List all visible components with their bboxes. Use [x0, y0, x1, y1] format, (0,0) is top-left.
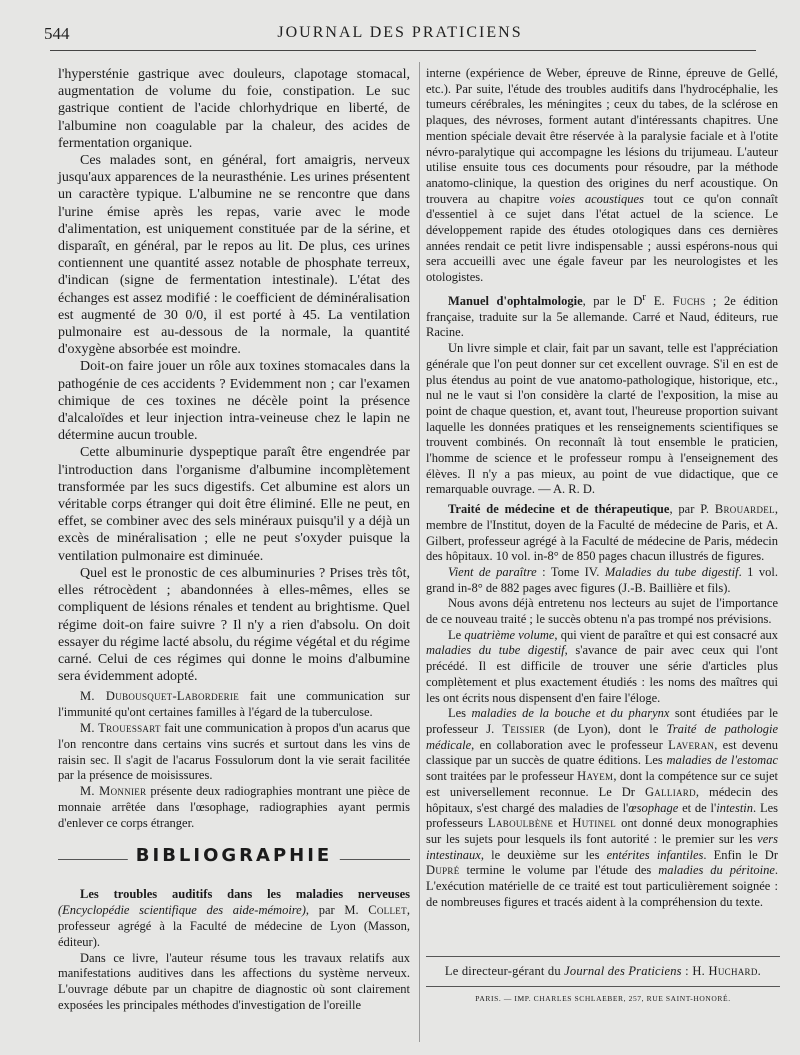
paragraph: l'hypersténie gastrique avec douleurs, clapotage stomacal, augmentation de volume du foie, constipation. Le suc gastrique contient de l'acide chlorhydrique en liberté, de l'albumine non coagulable par la chaleur, des acides de fermentation organique. [58, 67, 410, 151]
review-text: , qui vient de paraître et qui est consacré aux [554, 627, 779, 642]
review-paragraph [426, 628, 778, 707]
review-emphasis: maladies du tube digestif [426, 643, 565, 658]
review-text: , par M. [305, 903, 369, 918]
person-name: Hayem [577, 769, 614, 784]
review-emphasis: intestin [716, 800, 754, 815]
review-text: , dont la compétence sur ce sujet est universellement reconnue. Le Dr [426, 769, 778, 799]
review-text: , membre de l'Institut, doyen de la Faculté de médecine de Paris, et A. Gilbert, professeur agrégé à la Faculté de médecine de Paris, médecin des hôpitaux. 10 vol. in-8° de 850 pages chacun illustrés de figures. [426, 502, 778, 564]
page-header [44, 22, 756, 48]
review-paragraph [426, 565, 778, 596]
director-name: : H. Huchard. [681, 964, 762, 978]
review-emphasis: Vient de paraître [448, 564, 537, 579]
paragraph: Quel est le pronostic de ces albuminuries ? Prises très tôt, elles rétrocèdent ; abandonnées à elles-mêmes, elles se compliquent de lésions rénales et tendent au brightisme. Quel régime doit-on faire suivre ? Il n'y a rien d'absolu. On doit essayer du régime lacté absolu, du régime végétal et du régime carné. Celui de ces régimes qui donne le moins d'albumine sera évidemment adopté. [58, 565, 410, 685]
review-emphasis: maladies de l'estomac [666, 753, 778, 768]
book-title: Manuel d'ophtalmologie [448, 294, 583, 308]
review-text: sont traitées par le professeur [426, 769, 578, 784]
review-emphasis: vers intestinaux [426, 831, 778, 862]
speaker-name: M. Trouessart [80, 720, 161, 735]
book-title: Traité de médecine et de thérapeutique [448, 502, 670, 517]
person-name: Galliard [644, 784, 696, 799]
section-heading [58, 845, 410, 875]
footer-rule [426, 986, 780, 987]
footer-rule [426, 956, 780, 957]
column-divider [419, 62, 420, 1042]
review-text: (de Lyon), dont le [545, 721, 667, 736]
review-text: ; 2e édition française, traduite sur la 5e allemande. Carré et Naud, éditeurs, rue Racine. [426, 294, 779, 340]
review-text: , en collaboration avec le professeur [471, 737, 669, 752]
review-text: . 1 vol. grand in-8° de 882 pages avec figures (J.-B. Baillière et fils). [426, 564, 778, 595]
review-text: interne (expérience de Weber, épreuve de Rinne, épreuve de Gellé, etc.). Par suite, l'étude des troubles auditifs dans l'hydrocéphalie, les tumeurs cérébrales, les méningites ; ceux du tabes, de la sclérose en plaques, des névroses, forment autant d'intéressants chapitres. Une mention spéciale devait être réservée à la paralysie faciale et à l'otite névro-paralytique qui accompagne les lésions du trijumeau. L'auteur utilise ensuite tous ces documents pour résoudre, par la méthode anatomo-clinique, la question des origines du nerf acoustique. On trouvera au chapitre [426, 66, 778, 206]
book-author: E. Fuchs [645, 294, 706, 308]
person-name: Laveran [668, 737, 715, 752]
review-text: , le deuxième sur les [480, 847, 607, 862]
review-paragraph [426, 66, 778, 286]
review-text: ont donné deux monographies sur les sujets pour lesquels ils font autorité : le premier sur les [426, 816, 778, 846]
book-author: Collet [368, 903, 407, 918]
page-number: 544 [44, 24, 70, 43]
book-author: Brouardel [714, 502, 775, 517]
communication-paragraph [58, 721, 410, 784]
review-entry [58, 887, 410, 950]
review-paragraph [426, 706, 778, 910]
director-text: Le directeur-gérant du [444, 964, 565, 978]
review-emphasis: œsophage [628, 800, 679, 815]
review-text: , médecin des hôpitaux, s'est chargé des maladies de l' [426, 784, 778, 815]
director-line [426, 964, 780, 979]
printer-line: PARIS. — IMP. CHARLES SCHLAEBER, 257, RUE SAINT-HONORÉ. [475, 994, 731, 1003]
review-emphasis: entérites infantiles [606, 847, 704, 862]
person-name: Dupré [426, 863, 460, 878]
book-title: Les troubles auditifs dans les maladies nerveuses [80, 887, 410, 902]
review-emphasis: voies acoustiques [549, 191, 644, 206]
right-column [426, 66, 778, 910]
header-rule [50, 50, 756, 51]
communication-paragraph [58, 784, 410, 831]
review-paragraph: Dans ce livre, l'auteur résume tous les travaux relatifs aux manifestations auditives dans les affections du système nerveux. L'ouvrage débute par un chapitre de diagnostic où sont clairement exposées les principales méthodes d'investigation de l'oreille [58, 950, 410, 1013]
journal-title: JOURNAL DES PRATICIENS [277, 24, 523, 41]
review-text: . L'exécution matérielle de ce traité est tout particulièrement soignée : de nombreuses figures et tracés aident à la compréhension du texte. [426, 863, 778, 909]
review-text: termine le volume par l'étude des [459, 863, 659, 878]
review-text: Le [448, 627, 465, 642]
paragraph: Ces malades sont, en général, fort amaigris, nerveux jusqu'aux apparences de la neurasthénie. Les urines présentent un caractère typique. L'albumine ne se rencontre que dans l'urine émise après les repas, varie avec le mode d'alimentation, est uniquement constituée par de la sérine, et disparaît, en général, par le repos au lit. De plus, ces urines contiennent une quantité assez notable de phosphate terreux, d'indican (signe de fermentation intestinale). L'état des échanges est assez modifié : le coefficient de déminéralisation est augmenté de 30 0/0, il est porté à 45. La ventilation pulmonaire est au-dessous de la normale, la quantité d'oxygène absorbée est moindre. [58, 153, 410, 358]
paragraph: Doit-on faire jouer un rôle aux toxines stomacales dans la pathogénie de ces accidents ? Evidemment non ; car l'examen chimique de ces toxines ne décèle point la présence d'alcaloïdes et leur injection intra-veineuse chez le lapin ne détermine aucun trouble. [58, 359, 410, 444]
review-text: : Tome IV. [536, 564, 605, 579]
review-text: , s'avance de pair avec ceux qui l'ont précédé. Il est difficile de trouver une série d'articles plus complètement et plus exactement étudiés : les noms des maîtres qui les ont écrits nous dispensent d'en faire l'éloge. [426, 643, 778, 705]
review-emphasis: maladies du péritoine [658, 863, 775, 878]
review-text: et de l' [678, 800, 717, 815]
review-entry [426, 290, 778, 341]
review-emphasis: maladies de la bouche et du pharynx [471, 706, 670, 721]
speaker-name: M. Monnier [80, 784, 147, 799]
section-title: BIBLIOGRAPHIE [128, 847, 340, 864]
left-column [58, 66, 410, 1014]
review-text: . Enfin le Dr [703, 847, 778, 862]
communication-text: présente deux radiographies montrant une pièce de monnaie arrêtée dans l'œsophage, radiographies ayant permis d'enlever ce corps étranger. [58, 784, 410, 830]
communication-text: fait une communication sur l'immunité qu'ont certaines familles à l'égard de la tuberculose. [58, 689, 410, 720]
person-name: Laboulbène [488, 816, 554, 831]
review-text: . Les professeurs [426, 800, 778, 831]
review-text: tout ce qu'on connaît d'essentiel à ce sujet dans l'état actuel de la science. Le développement rapide des études otologiques dans ces dernières années rendait ce petit livre indispensable ; aussi espérons-nous qui sera accueilli avec une égale faveur par les neurologistes et les otologistes. [426, 191, 778, 285]
review-text: sont étudiées par le professeur J. [426, 706, 778, 736]
review-text: , par le D [582, 294, 643, 308]
review-emphasis: quatrième volume [464, 627, 555, 642]
journal-name: Journal des Praticiens [564, 964, 682, 978]
review-emphasis: Maladies du tube digestif [604, 564, 739, 579]
review-entry [426, 502, 778, 565]
book-series: (Encyclopédie scientifique des aide-mémoire) [58, 903, 306, 918]
review-text: r [642, 291, 646, 303]
review-text: , professeur agrégé à la Faculté de médecine de Lyon (Masson, éditeur). [58, 903, 411, 949]
speaker-name: M. Dubousquet-Laborderie [80, 689, 240, 704]
review-paragraph: Nous avons déjà entretenu nos lecteurs au sujet de l'importance de ce nouveau traité ; le succès obtenu n'a pas trompé nos prévisions. [426, 596, 778, 627]
person-name: Teissier [502, 721, 546, 736]
paragraph: Cette albuminurie dyspeptique paraît être engendrée par l'introduction dans l'organisme d'albumine incomplètement transformée par les sucs digestifs. Cet albumine est alors un véritable corps étranger qui doit être éliminé. Elle ne peut, en effet, se combiner avec des sels minéraux puisqu'il y a déjà un excès de minéralisation ; elle ne peut s'oxyder puisque la ventilation pulmonaire est diminuée. [58, 445, 410, 564]
person-name: Hutinel [572, 816, 616, 831]
review-text: , est devenu classique par un succès de quatre éditions. Les [426, 737, 779, 768]
communication-paragraph [58, 689, 410, 721]
review-text: Les [448, 706, 472, 721]
review-paragraph: Un livre simple et clair, fait par un savant, telle est l'appréciation générale que l'on peut donner sur cet excellent ouvrage. S'il en est de plus étendus au point de vue anatomo-pathologique, historique, etc., nul ne le vaut si l'on considère la clarté de l'exposition, la mise au point de chaque question, et, avant tout, l'heureuse proportion suivant laquelle les données pratiques et les renseignements scientifiques se trouvent combinés. On reconnaît là tout ensemble le praticien, l'homme de science et le professeur rompu à l'enseignement des élèves. Il n'y a pas mieux, au point de vue didactique, que ce remarquable ouvrage. — A. R. D. [426, 341, 778, 497]
review-text: et [553, 816, 573, 831]
communication-text: fait une communication à propos d'un acarus que l'on rencontre dans certains vins sucrés et surtout dans les vins de raisin sec. Il s'agit de l'acarus Fossulorum dont la vie serait facilitée par la présence de moisissures. [58, 720, 410, 783]
review-text: , par P. [669, 502, 715, 517]
review-emphasis: Traité de pathologie médicale [426, 721, 778, 752]
